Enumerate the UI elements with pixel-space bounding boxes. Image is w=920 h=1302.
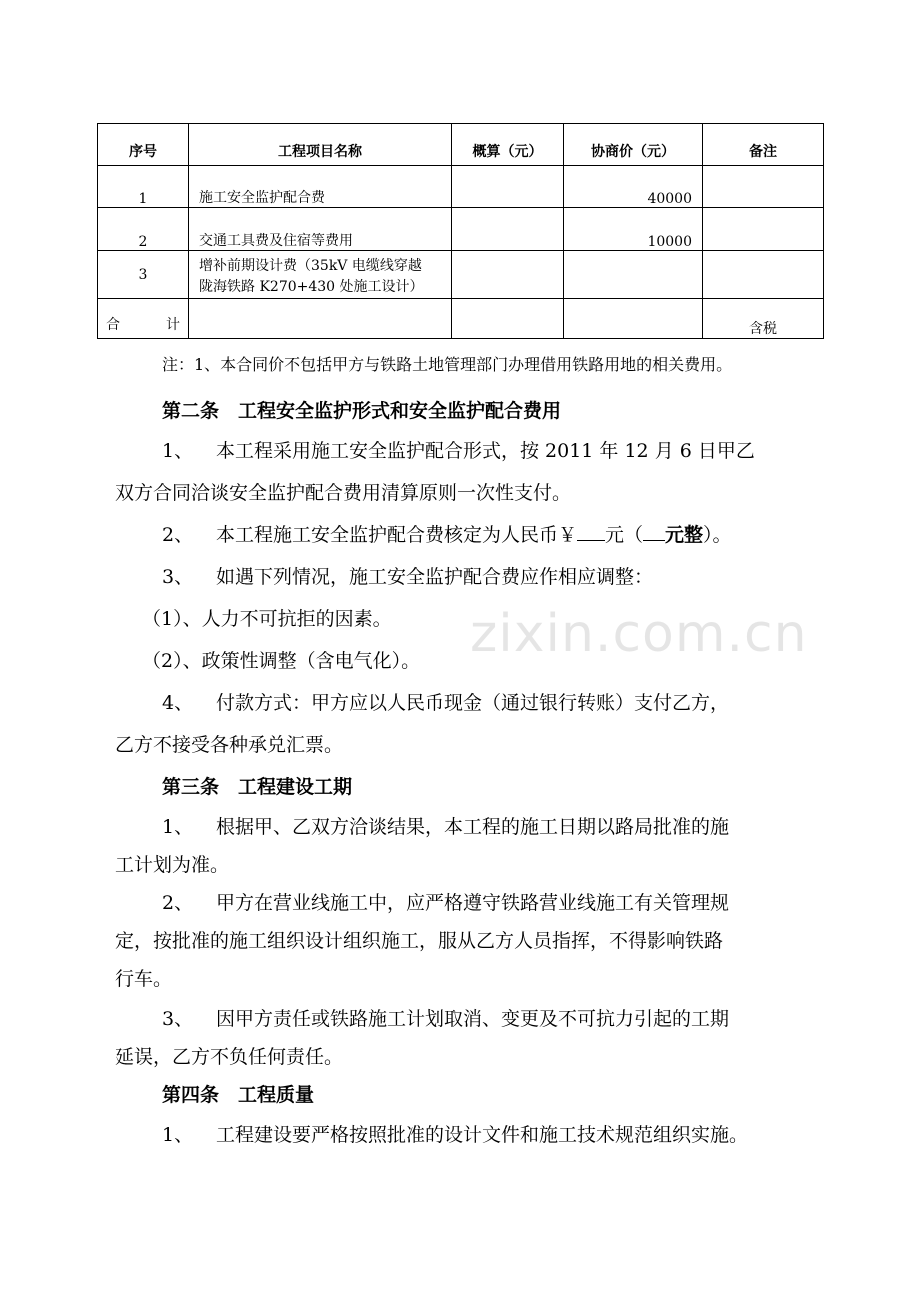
article2-p2-text-d: ）。 [703, 524, 732, 546]
table-row [98, 208, 824, 251]
header-no: 序号 [98, 124, 189, 166]
total-note-cell: 含税 [703, 299, 824, 339]
article2-p2 [162, 520, 732, 547]
table-row [98, 251, 824, 299]
article3-p2-text: 甲方在营业线施工中，应严格遵守铁路营业线施工有关管理规 [216, 892, 730, 914]
table-row [98, 166, 824, 208]
article3-p1-line1 [162, 812, 729, 839]
article2-p1-num: 1、 [162, 440, 194, 462]
cell-negotiated: 40000 [564, 166, 703, 208]
article2-p2-text-c: 元整 [665, 524, 704, 546]
header-note: 备注 [703, 124, 824, 166]
article3-p2-num: 2、 [162, 892, 194, 914]
article2-sub2: （2）、政策性调整（含电气化）。 [142, 650, 421, 672]
article3-p1-num: 1、 [162, 816, 194, 838]
cell-estimate [452, 208, 564, 251]
table-header-row [98, 124, 824, 166]
cell-note [703, 208, 824, 251]
total-name-cell [189, 299, 452, 339]
cell-no: 1 [98, 166, 189, 208]
article3-p2-line1 [162, 888, 729, 915]
article4-heading: 第四条 工程质量 [162, 1084, 315, 1106]
cell-estimate [452, 251, 564, 299]
article2-p2-text-b: 元（ [605, 524, 644, 546]
cell-estimate [452, 166, 564, 208]
article3-p3-line1 [162, 1004, 729, 1031]
header-negotiated: 协商价（元） [564, 124, 703, 166]
article2-p3-text: 如遇下列情况，施工安全监护配合费应作相应调整： [216, 566, 654, 588]
cell-note [703, 251, 824, 299]
amount-blank [577, 522, 605, 541]
cell-name-line1: 增补前期设计费（35kV 电缆线穿越 [199, 257, 422, 274]
article3-p1-text: 根据甲、乙双方洽谈结果，本工程的施工日期以路局批准的施 [216, 816, 730, 838]
article3-p2-line3: 行车。 [115, 968, 173, 990]
article2-p2-text-a: 本工程施工安全监护配合费核定为人民币￥ [216, 524, 578, 546]
cell-name-line2: 陇海铁路 K270+430 处施工设计） [199, 278, 424, 295]
article2-heading: 第二条 工程安全监护形式和安全监护配合费用 [162, 400, 562, 422]
cell-no: 2 [98, 208, 189, 251]
article3-heading: 第三条 工程建设工期 [162, 776, 353, 798]
total-negotiated-cell [564, 299, 703, 339]
article3-p3-num: 3、 [162, 1008, 194, 1030]
article4-p1 [162, 1120, 748, 1147]
watermark: zixin.com.cn [470, 604, 808, 664]
total-estimate-cell [452, 299, 564, 339]
table-footnote: 注：1、本合同价不包括甲方与铁路土地管理部门办理借用铁路用地的相关费用。 [162, 355, 733, 374]
article2-p1-text: 本工程采用施工安全监护配合形式，按 2011 年 12 月 6 日甲乙 [216, 440, 755, 462]
cell-no: 3 [98, 251, 189, 299]
article2-p1-line2: 双方合同洽谈安全监护配合费用清算原则一次性支付。 [115, 482, 572, 504]
cell-negotiated [564, 251, 703, 299]
article2-p3 [162, 562, 653, 589]
cell-name: 交通工具费及住宿等费用 [189, 208, 452, 251]
article4-p1-text: 工程建设要严格按照批准的设计文件和施工技术规范组织实施。 [216, 1124, 749, 1146]
article3-p2-line2: 定，按批准的施工组织设计组织施工，服从乙方人员指挥，不得影响铁路 [115, 930, 724, 952]
article2-sub1: （1）、人力不可抗拒的因素。 [142, 608, 392, 630]
table-total-row [98, 299, 824, 339]
cell-name: 施工安全监护配合费 [189, 166, 452, 208]
cell-name [189, 251, 452, 299]
cell-negotiated: 10000 [564, 208, 703, 251]
article2-p3-num: 3、 [162, 566, 194, 588]
header-estimate: 概算（元） [452, 124, 564, 166]
article3-p3-text: 因甲方责任或铁路施工计划取消、变更及不可抗力引起的工期 [216, 1008, 730, 1030]
header-name: 工程项目名称 [189, 124, 452, 166]
article2-p4-line1 [162, 688, 729, 715]
article2-p4-text: 付款方式：甲方应以人民币现金（通过银行转账）支付乙方， [216, 692, 730, 714]
article2-p4-num: 4、 [162, 692, 194, 714]
total-label-left: 合 [106, 317, 120, 333]
fee-table [97, 123, 824, 339]
article2-p4-line2: 乙方不接受各种承兑汇票。 [115, 734, 344, 756]
cell-note [703, 166, 824, 208]
article3-p3-line2: 延误，乙方不负任何责任。 [115, 1046, 344, 1068]
amount-words-blank [643, 522, 665, 541]
article2-p1-line1 [162, 436, 755, 463]
article4-p1-num: 1、 [162, 1124, 194, 1146]
article3-p1-line2: 工计划为准。 [115, 854, 230, 876]
article2-p2-num: 2、 [162, 524, 194, 546]
total-label-cell [98, 299, 189, 339]
total-label-right: 计 [166, 317, 180, 333]
